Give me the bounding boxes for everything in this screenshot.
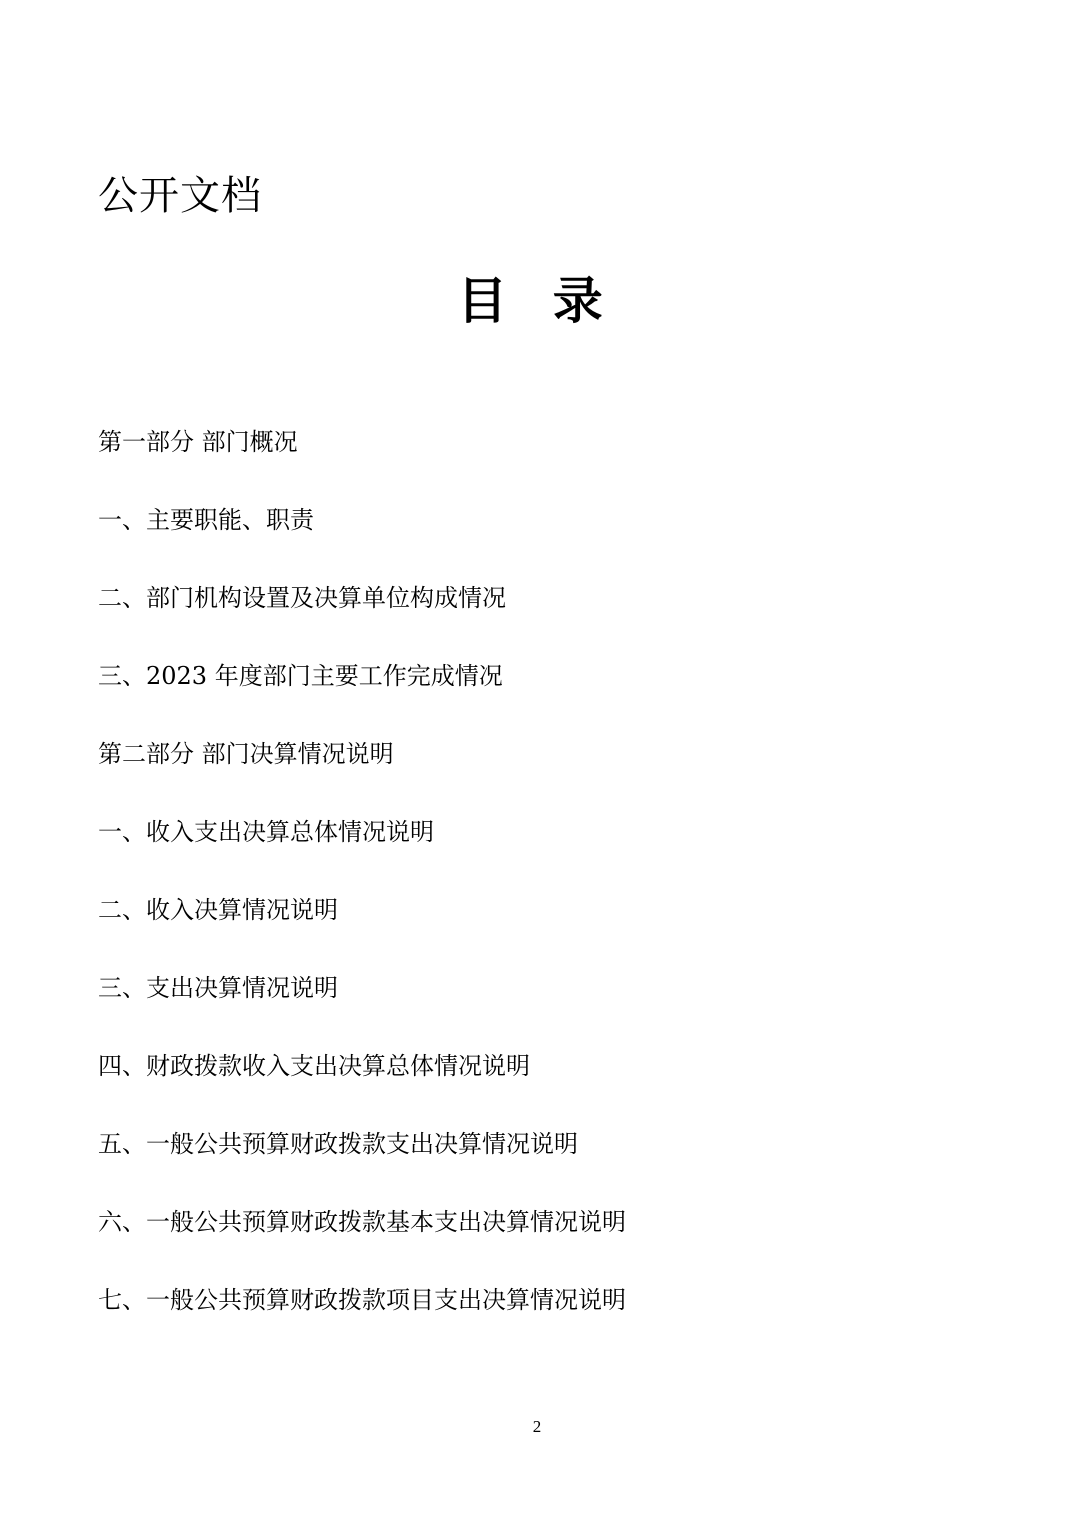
- toc-item-2-2[interactable]: 二、收入决算情况说明: [98, 896, 338, 924]
- toc-part-1[interactable]: 第一部分 部门概况: [98, 428, 298, 456]
- table-of-contents: [98, 424, 626, 1360]
- toc-item-2-5[interactable]: 五、一般公共预算财政拨款支出决算情况说明: [98, 1130, 578, 1158]
- toc-item-1-1[interactable]: 一、主要职能、职责: [98, 506, 314, 534]
- toc-item-2-4[interactable]: 四、财政拨款收入支出决算总体情况说明: [98, 1052, 530, 1080]
- toc-item-2-1[interactable]: 一、收入支出决算总体情况说明: [98, 818, 434, 846]
- toc-part-2[interactable]: 第二部分 部门决算情况说明: [98, 740, 394, 768]
- toc-item-1-2[interactable]: 二、部门机构设置及决算单位构成情况: [98, 584, 506, 612]
- page-number: 2: [532, 1417, 542, 1436]
- toc-item-1-3[interactable]: 三、2023 年度部门主要工作完成情况: [98, 662, 503, 690]
- toc-item-2-3[interactable]: 三、支出决算情况说明: [98, 974, 338, 1002]
- document-label: 公开文档: [98, 173, 262, 219]
- toc-title: 目 录: [457, 271, 617, 330]
- toc-item-2-7[interactable]: 七、一般公共预算财政拨款项目支出决算情况说明: [98, 1286, 626, 1314]
- toc-item-2-6[interactable]: 六、一般公共预算财政拨款基本支出决算情况说明: [98, 1208, 626, 1236]
